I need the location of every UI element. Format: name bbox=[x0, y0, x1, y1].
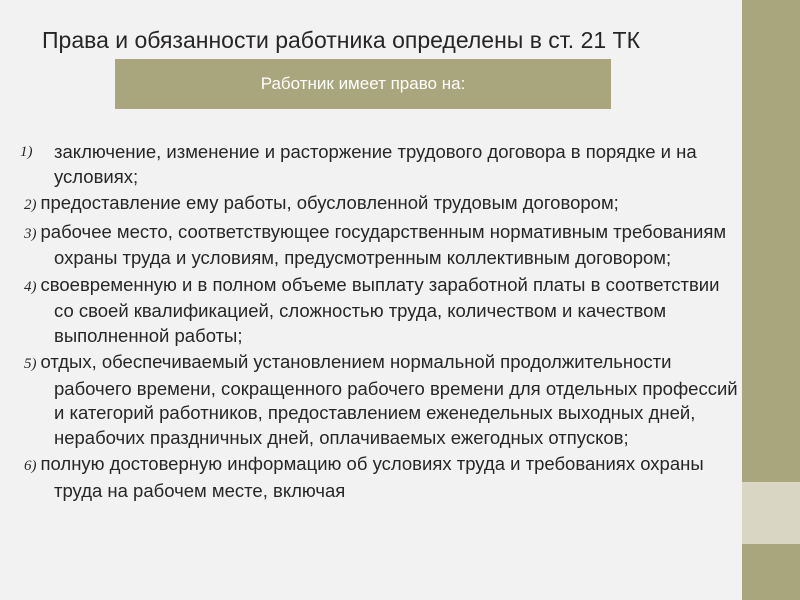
list-item-number: 5) bbox=[24, 356, 37, 372]
list-item-number: 6) bbox=[24, 458, 37, 474]
list-item-1 bbox=[18, 140, 738, 189]
list-item-4 bbox=[18, 273, 738, 349]
list-item-3 bbox=[18, 220, 738, 271]
slide-title: Права и обязанности работника определены в ст. 21 ТК bbox=[42, 27, 640, 53]
rights-list bbox=[18, 140, 738, 505]
list-item-number: 1) bbox=[20, 144, 33, 160]
right-decorative-block bbox=[742, 482, 800, 544]
list-item-text: предоставление ему работы, обусловленной трудовым договором; bbox=[40, 192, 619, 213]
list-item-text: своевременную и в полном объеме выплату заработной платы в соответствии со своей квалификацией, сложностью труда, количеством и качеством выполненной работы; bbox=[40, 273, 720, 346]
list-item-number: 2) bbox=[24, 197, 37, 213]
list-item-text: полную достоверную информацию об условиях труда и требованиях охраны труда на рабочем месте, включая bbox=[40, 453, 704, 501]
banner bbox=[115, 59, 611, 109]
list-item-number: 4) bbox=[24, 278, 37, 295]
list-item-text: заключение, изменение и расторжение трудового договора в порядке и на условиях; bbox=[54, 141, 697, 187]
list-item-6 bbox=[18, 452, 738, 503]
list-item-2 bbox=[18, 191, 738, 218]
list-item-text: рабочее место, соответствующее государственным нормативным требованиям охраны труда и условиям, предусмотренным коллективным договором; bbox=[40, 220, 727, 268]
banner-text: Работник имеет право на: bbox=[260, 74, 466, 93]
list-item-number: 3) bbox=[24, 225, 37, 242]
list-item-5 bbox=[18, 350, 738, 450]
list-item-text: отдых, обеспечиваемый установлением нормальной продолжительности рабочего времени, сокращенного рабочего времени для отдельных профессий и категорий работников, предоставлением еженедельных выходных дней, нерабочих праздничных дней, оплачиваемых ежегодных отпусков; bbox=[40, 351, 738, 448]
